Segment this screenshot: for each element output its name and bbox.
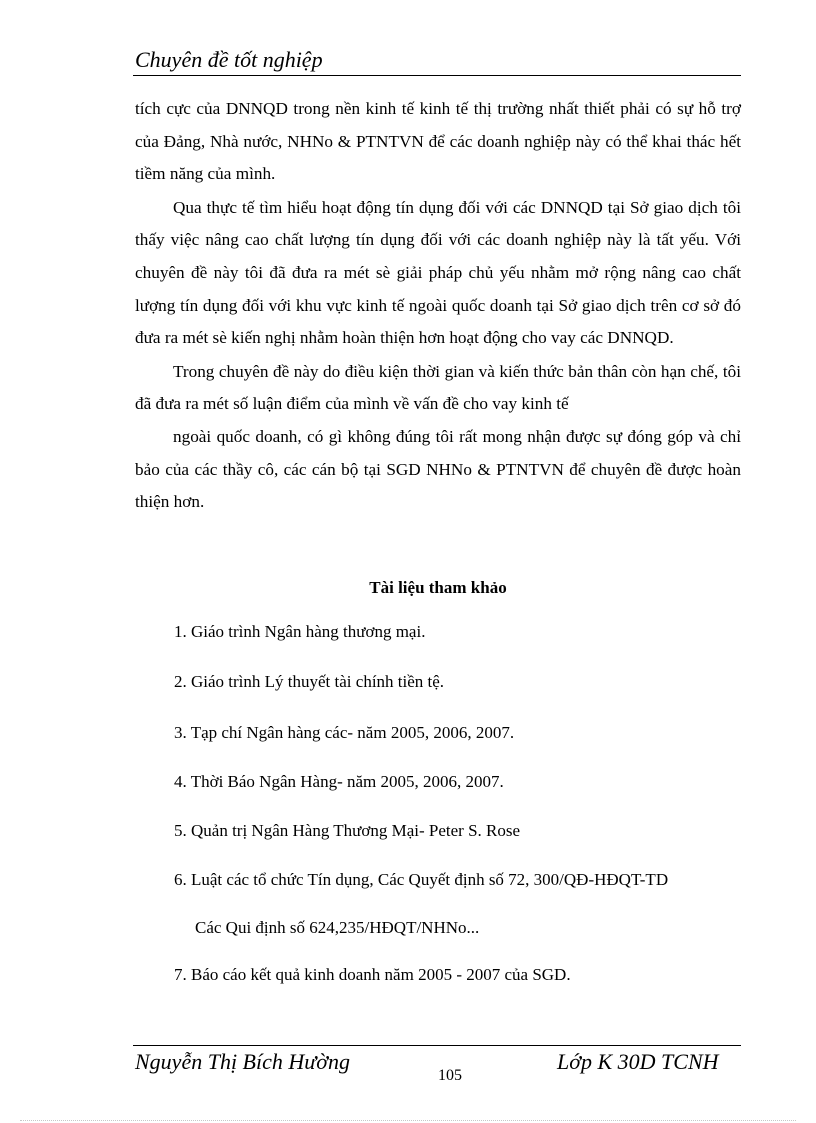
paragraph: ngoài quốc doanh, có gì không đúng tôi rất mong nhận được sự đóng góp và chỉ bảo của các thầy cô, các cán bộ tại SGD NHNo & PTNTVN để chuyên đề được hoàn thiện hơn. (135, 426, 741, 512)
reference-item: 3. Tạp chí Ngân hàng các- năm 2005, 2006, 2007. (174, 723, 515, 742)
reference-item: 1. Giáo trình Ngân hàng thương mại. (174, 622, 426, 641)
reference-item: 7. Báo cáo kết quả kinh doanh năm 2005 - 2007 của SGD. (174, 965, 571, 984)
reference-item: 6. Luật các tổ chức Tín dụng, Các Quyết định số 72, 300/QĐ-HĐQT-TD (174, 870, 669, 889)
body-text (135, 93, 741, 519)
footer-author: Nguyễn Thị Bích Hường (135, 1049, 350, 1074)
header-title: Chuyên đề tốt nghiệp (135, 47, 323, 72)
paragraph: Qua thực tế tìm hiểu hoạt động tín dụng đối với các DNNQD tại Sở giao dịch tôi thấy việc nâng cao chất lượng tín dụng đối với các doanh nghiệp này là tất yếu. Với chuyên đề này tôi đã đưa ra mét sè giải pháp chủ yếu nhằm mở rộng nâng cao chất lượng tín dụng đối với khu vực kinh tế ngoài quốc doanh tại Sở giao dịch trên cơ sở đó đưa ra mét sè kiến nghị nhằm hoàn thiện hơn hoạt động cho vay các DNNQD. (135, 197, 741, 348)
reference-item: 4. Thời Báo Ngân Hàng- năm 2005, 2006, 2007. (174, 772, 504, 791)
paragraph: tích cực của DNNQD trong nền kinh tế kinh tế thị trường nhất thiết phải có sự hỗ trợ của Đảng, Nhà nước, NHNo & PTNTVN để các doanh nghiệp này có thể khai thác hết tiềm năng của mình. (135, 99, 741, 184)
references-title: Tài liệu tham khảo (369, 578, 507, 597)
footer-divider (133, 1045, 741, 1046)
header-divider (133, 75, 741, 76)
paragraph: Trong chuyên đề này do điều kiện thời gian và kiến thức bản thân còn hạn chế, tôi đã đưa ra mét số luận điểm của mình về vấn đề cho vay kinh tế (135, 361, 741, 414)
reference-item: 2. Giáo trình Lý thuyết tài chính tiền tệ. (174, 672, 445, 691)
reference-item: 5. Quản trị Ngân Hàng Thương Mại- Peter S. Rose (174, 821, 521, 840)
footer-class: Lớp K 30D TCNH (557, 1049, 719, 1074)
page-bottom-border (20, 1120, 796, 1121)
reference-item-continuation: Các Qui định số 624,235/HĐQT/NHNo... (195, 918, 480, 937)
page-number: 105 (438, 1067, 462, 1084)
